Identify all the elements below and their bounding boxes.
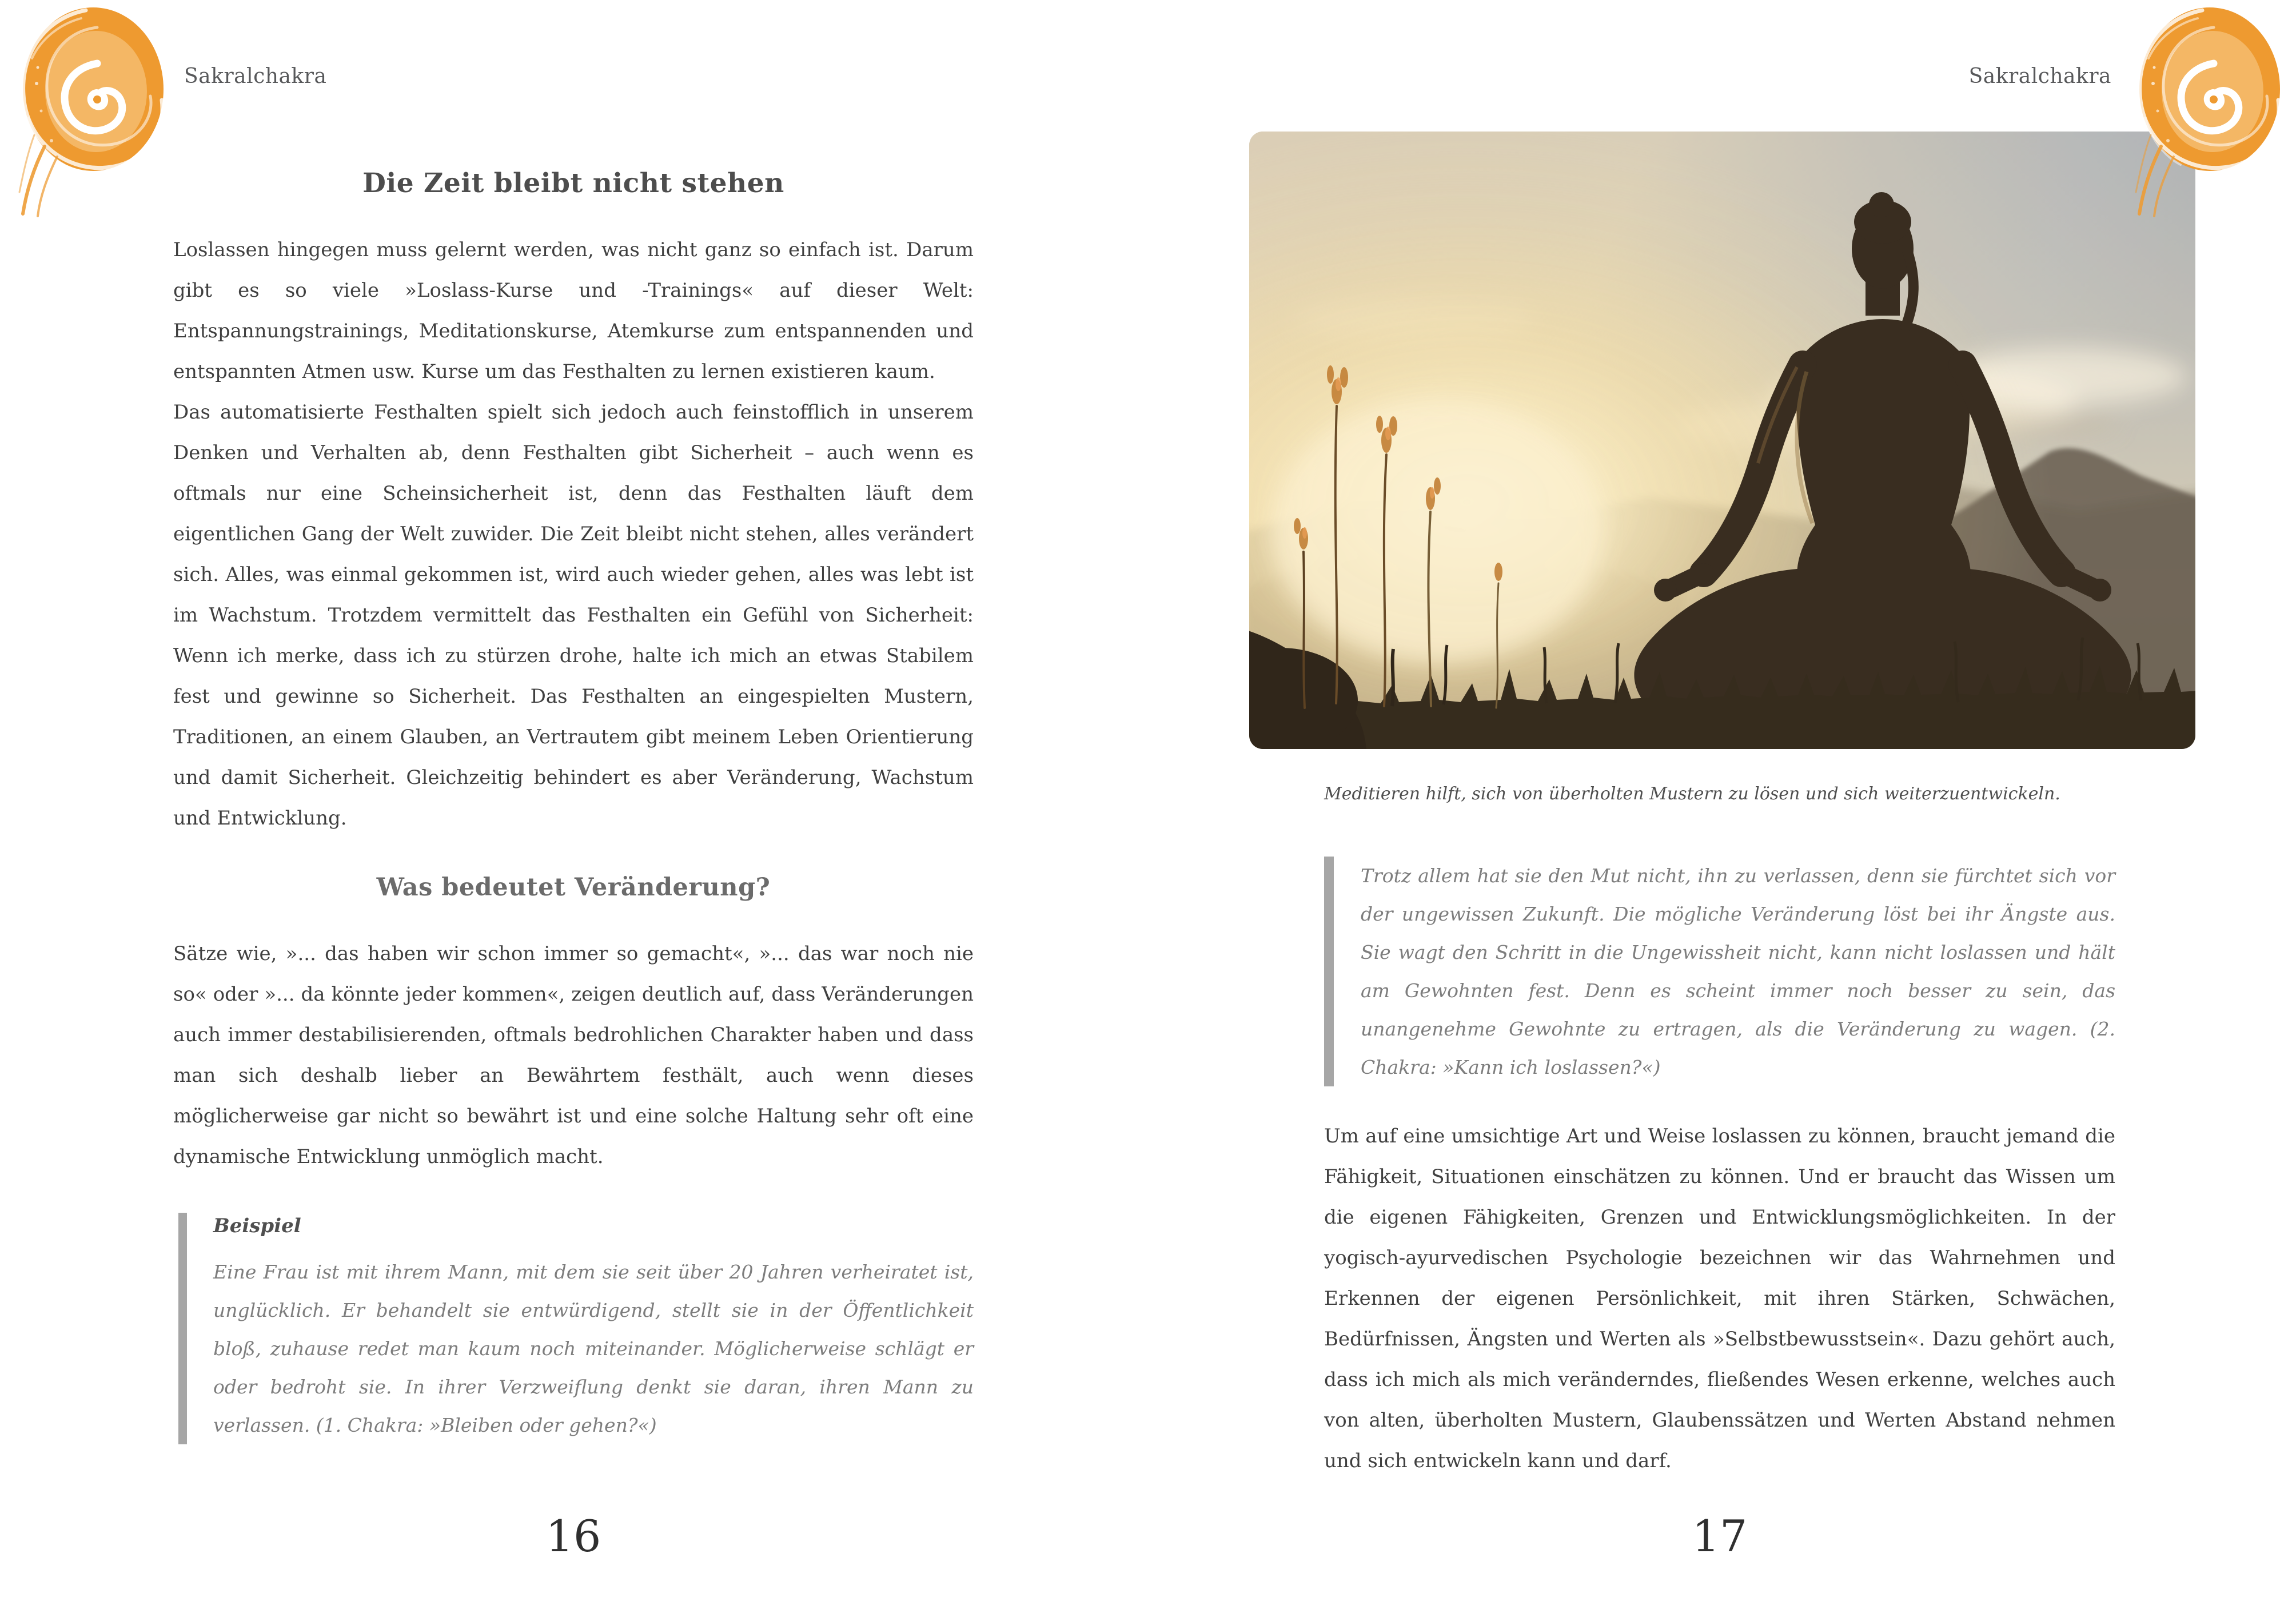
meditation-photo <box>1249 132 2195 749</box>
example-text: Eine Frau ist mit ihrem Mann, mit dem sie seit über 20 Jahren verheiratet ist, unglücklich. Er behandelt sie entwürdigend, stellt sie in der Öffentlichkeit bloß, zuhause redet man kaum noch miteinander. Möglicherweise schlägt er oder bedroht sie. In ihrer Verzweiflung denkt sie daran, ihren Mann zu verlassen. (1. Chakra: »Bleiben oder gehen?«) <box>213 1261 974 1436</box>
running-header-right: Sakralchakra <box>1968 65 2111 88</box>
chakra-spiral-logo <box>11 3 166 221</box>
chakra-spiral-logo <box>2128 3 2282 221</box>
body-paragraph: Sätze wie, »... das haben wir schon immer so gemacht«, »... das war noch nie so« oder »... da könnte jeder kommen«, zeigen deutlich auf, dass Veränderungen auch immer destabilisierenden, oftmals bedrohlichen Charakter haben und dass man sich deshalb lieber an Bewährtem festhält, auch wenn dieses möglicherweise gar nicht so bewährt ist und eine solche Haltung sehr oft eine dynamische Entwicklung unmöglich macht. <box>173 942 974 1168</box>
spiral-brush <box>19 7 164 216</box>
body-paragraph: Um auf eine umsichtige Art und Weise loslassen zu können, braucht jemand die Fähigkeit, Situationen einschätzen zu können. Und er braucht das Wissen um die eigenen Fähigkeiten, Grenzen und Entwicklungsmöglichkeiten. In der yogisch-ayurvedischen Psychologie bezeichnen wir das Wahrnehmen und Erkennen der eigenen Persönlichkeit, mit ihren Stärken, Schwächen, Bedürfnissen, Ängsten und Werten als »Selbstbewusstsein«. Dazu gehört auch, dass ich mich als mich veränderndes, fließendes Wesen erkenne, welches auch von alten, überholten Mustern, Glaubenssätzen und Werten Abstand nehmen und sich entwickeln kann und darf. <box>1324 1125 2115 1472</box>
example-label: Beispiel <box>213 1214 301 1237</box>
spiral-brush <box>2136 7 2280 216</box>
body-paragraph: Das automatisierte Festhalten spielt sich jedoch auch feinstofflich in unserem Denken und Verhalten ab, denn Festhalten gibt Sicherheit – auch wenn es oftmals nur eine Scheinsicherheit ist, denn das Festhalten läuft dem eigentlichen Gang der Welt zuwider. Die Zeit bleibt nicht stehen, alles verändert sich. Alles, was einmal gekommen ist, wird auch wieder gehen, alles was lebt ist im Wachstum. Trotzdem vermittelt das Festhalten ein Gefühl von Sicherheit: Wenn ich merke, dass ich zu stürzen drohe, halte ich mich an etwas Stabilem fest und gewinne so Sicherheit. Das Festhalten an eingespielten Mustern, Traditionen, an einem Glauben, an Vertrautem gibt meinem Leben Orientierung und damit Sicherheit. Gleichzeitig behindert es aber Veränderung, Wachstum und Entwicklung. <box>173 401 974 830</box>
page-number-left: 16 <box>545 1511 601 1562</box>
quote-block <box>1324 857 2115 1086</box>
running-header-left: Sakralchakra <box>184 65 327 88</box>
page-number-right: 17 <box>1692 1511 1748 1562</box>
section-heading: Was bedeutet Veränderung? <box>376 873 771 902</box>
quote-text: Trotz allem hat sie den Mut nicht, ihn zu verlassen, denn sie fürchtet sich vor der ungewissen Zukunft. Die mögliche Veränderung löst bei ihr Ängste aus. Sie wagt den Schritt in die Ungewissheit nicht, kann nicht loslassen und hält am Gewohnten fest. Denn es scheint immer noch besser zu sein, das unangenehme Gewohnte zu ertragen, als die Veränderung zu wagen. (2. Chakra: »Kann ich loslassen?«) <box>1361 865 2115 1078</box>
meditating-woman-sunset-illustration <box>1249 132 2195 749</box>
left-page-text-column <box>173 167 974 1444</box>
chapter-heading: Die Zeit bleibt nicht stehen <box>362 168 784 199</box>
photo-caption: Meditieren hilft, sich von überholten Mustern zu lösen und sich weiterzuentwickeln. <box>1324 784 2060 804</box>
body-paragraph: Loslassen hingegen muss gelernt werden, was nicht ganz so einfach ist. Darum gibt es so viele »Loslass-Kurse und -Trainings« auf dieser Welt: Entspannungstrainings, Meditationskurse, Atemkurse zum entspannenden und entspannten Atmen usw. Kurse um das Festhalten zu lernen existieren kaum. <box>173 238 974 383</box>
example-block <box>178 1213 974 1444</box>
